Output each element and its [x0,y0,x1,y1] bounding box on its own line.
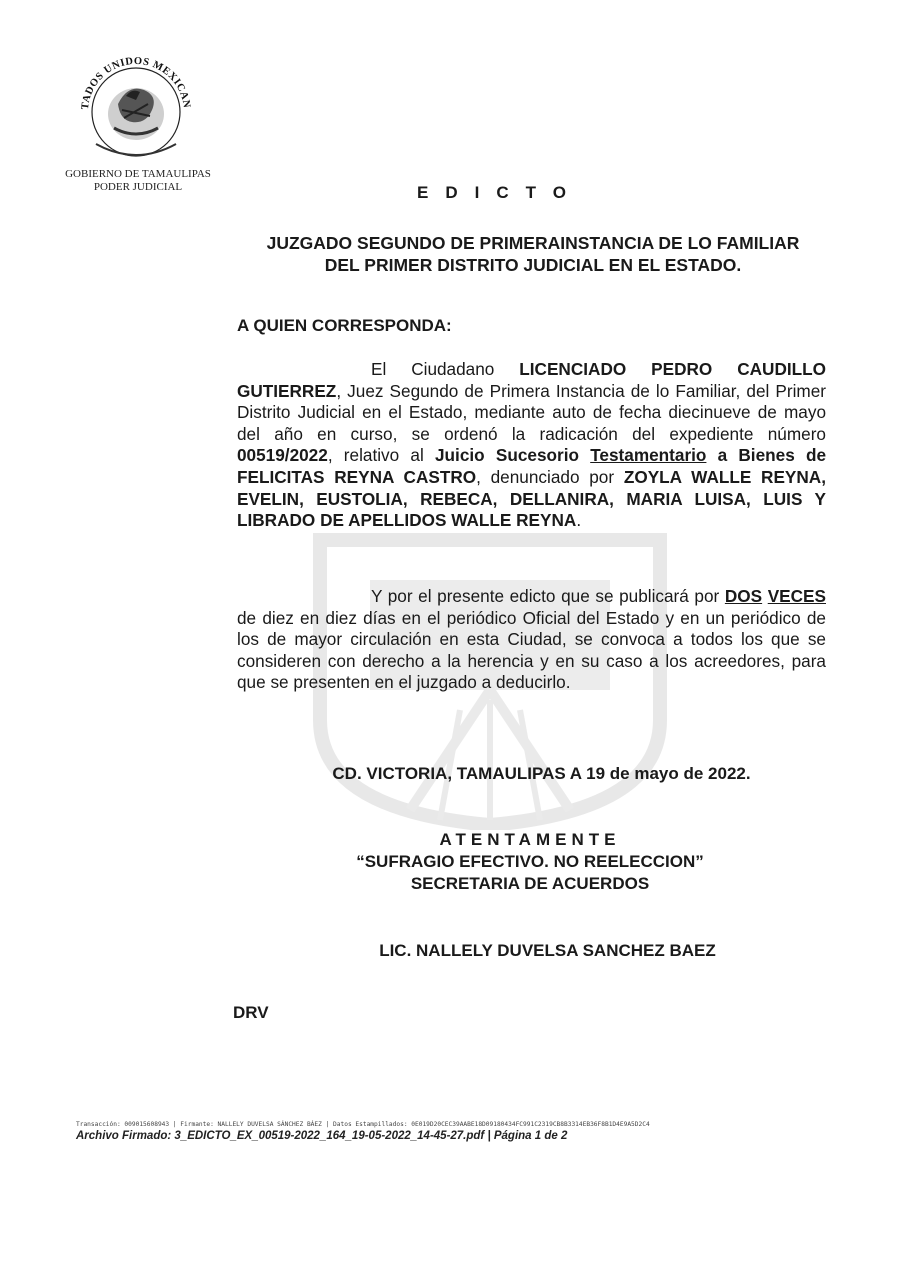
closing-salutation: ATENTAMENTE [439,830,621,849]
court-line-1: JUZGADO SEGUNDO DE PRIMERAINSTANCIA DE LO FAMILIAR [266,233,800,253]
p2-text-1: Y por el presente edicto que se publicará por [371,586,725,606]
p2-text-2: de diez en diez días en el periódico Oficial del Estado y en un periódico de los de mayor circulación en esta Ciudad, se convoca a todos los que se consideren con derecho a la herencia y en su caso a los acreedores, para que se presenten en el juzgado a deducirlo. [237,607,826,693]
transaction-line: Transacción: 009015608943 | Firmante: NALLELY DUVELSA SÁNCHEZ BÁEZ | Datos Estampillados: 0E019D20CEC39AABE18D09180434FC991C2319CB8B3314EB36F8B1D4E9A5D2C4 [76,1121,650,1128]
judge-name: LICENCIADO PEDRO CAUDILLO GUTIERREZ [237,359,826,401]
document-title: EDICTO [417,183,583,202]
signed-file-line: Archivo Firmado: 3_EDICTO_EX_00519-2022_164_19-05-2022_14-45-27.pdf | Página 1 de 2 [76,1130,568,1142]
city-date: CD. VICTORIA, TAMAULIPAS A 19 de mayo de 2022. [332,764,751,783]
claimants: ZOYLA WALLE REYNA, EVELIN, EUSTOLIA, REBECA, DELLANIRA, MARIA LUISA, LUIS Y LIBRADO DE APELLIDOS WALLE REYNA [237,466,826,531]
addressee: A QUIEN CORRESPONDA: [237,316,452,335]
paragraph-2 [237,586,826,694]
p1-text-6: . [576,510,582,531]
judicial-branch: PODER JUDICIAL [93,181,183,193]
closing-office: SECRETARIA DE ACUERDOS [410,874,650,893]
p1-text-1: El Ciudadano [371,359,520,379]
signer-name: LIC. NALLELY DUVELSA SANCHEZ BAEZ [379,941,716,960]
court-name [233,232,833,276]
p1-text-2: , Juez Segundo de Primera Instancia de lo Familiar, del Primer Distrito Judicial en el Estado, mediante auto de fecha diecinueve de mayo del año en curso, se ordenó la radicación del expediente número [237,380,826,444]
trial-type-2: Testamentario [590,445,707,466]
estate-of: a Bienes de FELICITAS REYNA CASTRO [237,445,827,487]
p1-text-5: , denunciado por [476,466,624,487]
publication-times-1: DOS [724,586,763,606]
publication-times-2: VECES [767,586,826,606]
paragraph-1 [237,359,826,532]
case-number: 00519/2022 [237,445,328,466]
closing-block [0,829,905,895]
p1-text-3: , relativo al [327,445,435,466]
initials: DRV [233,1003,269,1022]
court-line-2: DEL PRIMER DISTRITO JUDICIAL EN EL ESTADO. [324,255,742,275]
trial-type-1: Juicio Sucesorio [435,445,579,466]
national-seal [66,44,206,166]
closing-motto: “SUFRAGIO EFECTIVO. NO REELECCION” [356,852,704,871]
gov-name: GOBIERNO DE TAMAULIPAS [65,168,211,180]
seal-text: TADOS UNIDOS MEXICAN [79,55,192,111]
